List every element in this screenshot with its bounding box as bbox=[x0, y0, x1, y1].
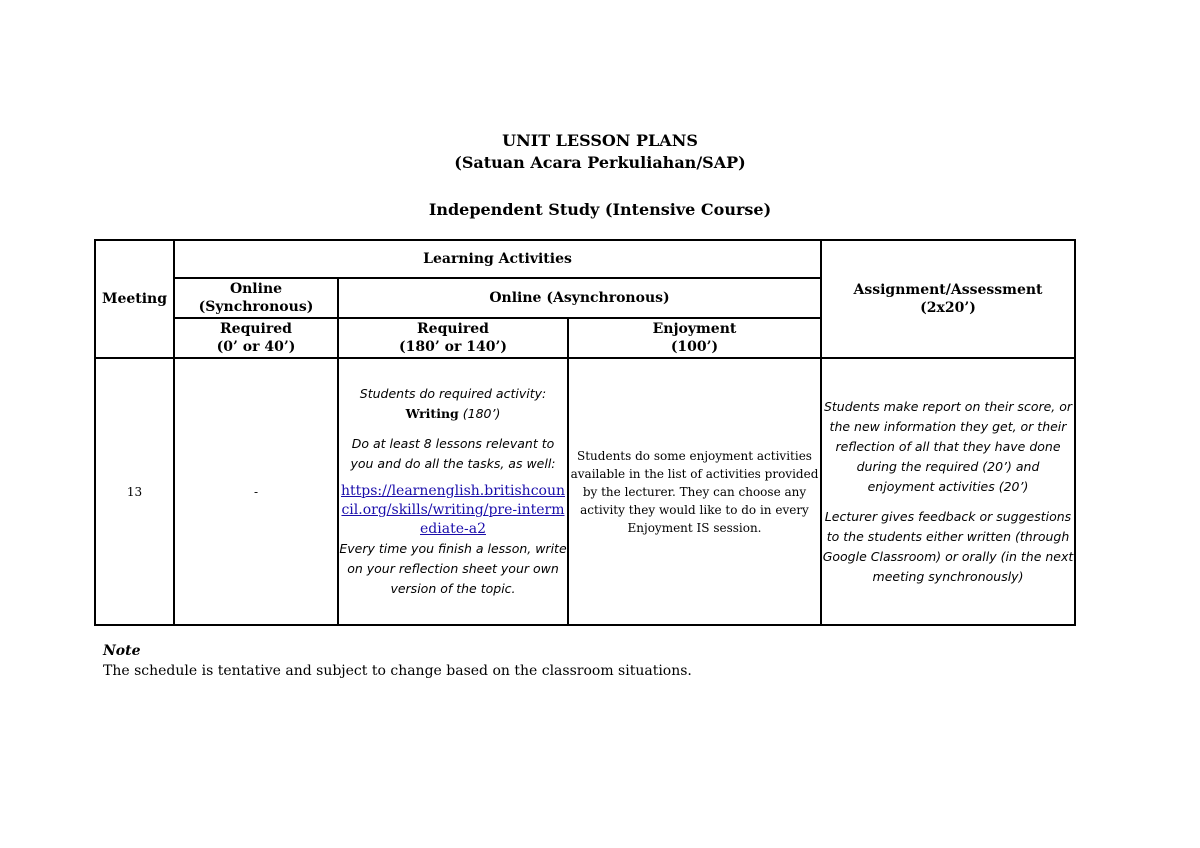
async-required-duration: (180’ or 140’) bbox=[399, 339, 507, 355]
enjoyment-header bbox=[568, 318, 821, 358]
document-title: UNIT LESSON PLANS bbox=[502, 131, 698, 150]
sync-activity: - bbox=[174, 358, 338, 625]
activity-label: Writing bbox=[405, 406, 459, 421]
async-required-cell bbox=[338, 358, 568, 625]
assessment-header bbox=[821, 240, 1075, 358]
document-subtitle: (Satuan Acara Perkuliahan/SAP) bbox=[454, 153, 746, 172]
activity-duration: (180’) bbox=[458, 406, 501, 421]
table-header-row-1 bbox=[95, 240, 1075, 278]
meeting-number: 13 bbox=[95, 358, 174, 625]
required-instruction: Do at least 8 lessons relevant to you and do all the tasks, as well: bbox=[350, 436, 556, 471]
note-title: Note bbox=[103, 643, 141, 659]
meeting-header: Meeting bbox=[95, 240, 174, 358]
async-header: Online (Asynchronous) bbox=[338, 278, 821, 318]
assessment-feedback: Lecturer gives feedback or suggestions to the students either written (through Google Classroom) or orally (in the next meeting synchronously) bbox=[822, 508, 1074, 584]
enjoyment-activity: Students do some enjoyment activities available in the list of activities provided by the lecturer. They can choose any activity they would like to do in every Enjoyment IS session. bbox=[568, 358, 821, 625]
sync-required-header bbox=[174, 318, 338, 358]
sync-header bbox=[174, 278, 338, 318]
table-row bbox=[95, 358, 1075, 625]
assessment-report: Students make report on their score, or the new information they get, or their reflection of all that they have done during the required (20’) and enjoyment activities (20’) bbox=[823, 398, 1073, 494]
sync-header-line2: (Synchronous) bbox=[198, 299, 314, 315]
course-title: Independent Study (Intensive Course) bbox=[428, 200, 772, 219]
assessment-cell bbox=[821, 358, 1075, 625]
required-intro: Students do required activity: bbox=[359, 386, 547, 401]
learning-activities-header: Learning Activities bbox=[174, 240, 821, 278]
enjoyment-label: Enjoyment bbox=[652, 321, 737, 337]
required-activity bbox=[339, 404, 567, 424]
sync-required-duration: (0’ or 40’) bbox=[216, 339, 296, 355]
note-text: The schedule is tentative and subject to change based on the classroom situations. bbox=[103, 663, 692, 679]
sync-required-label: Required bbox=[220, 321, 292, 337]
required-followup: Every time you finish a lesson, write on your reflection sheet your own version of the topic. bbox=[339, 541, 567, 596]
assessment-header-line1: Assignment/Assessment bbox=[853, 282, 1043, 298]
assessment-header-line2: (2x20’) bbox=[920, 300, 976, 316]
enjoyment-duration: (100’) bbox=[670, 339, 719, 355]
async-required-label: Required bbox=[417, 321, 489, 337]
sync-header-line1: Online bbox=[229, 281, 283, 297]
lesson-plan-table bbox=[94, 239, 1076, 626]
british-council-link[interactable]: https://learnenglish.britishcouncil.org/skills/writing/pre-intermediate-a2 bbox=[341, 483, 565, 537]
async-required-header bbox=[338, 318, 568, 358]
